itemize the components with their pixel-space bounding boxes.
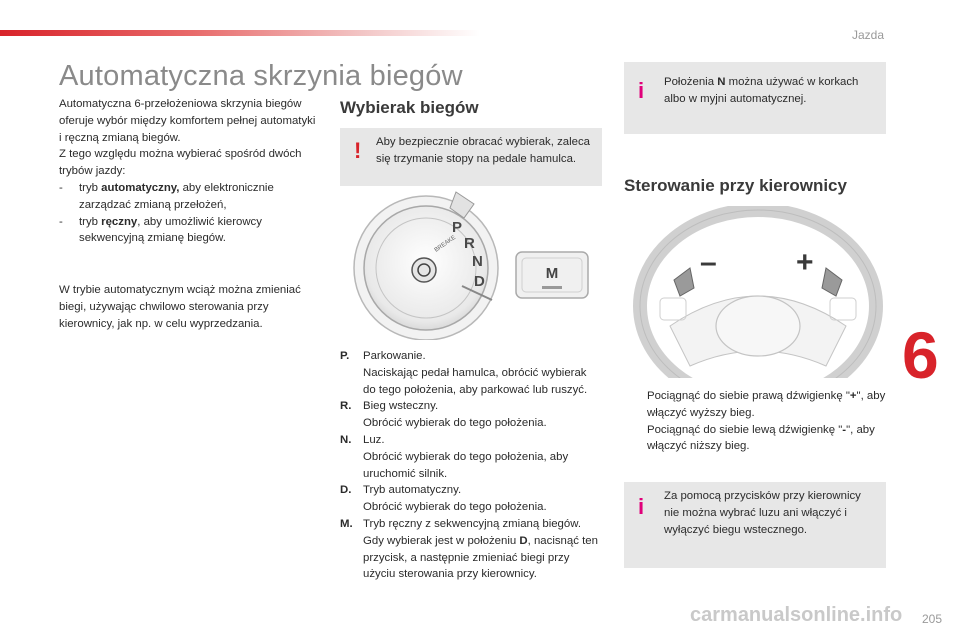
plus-paddle-label: +: [796, 246, 814, 279]
minus-paddle-label: –: [700, 246, 717, 279]
list-item: Pociągnąć do siebie lewą dźwigienkę "-", aby włączyć niższy bieg.: [624, 422, 886, 456]
chapter-number: 6: [902, 318, 939, 392]
mode-item-manual: - tryb ręczny, aby umożliwić kierowcy sekwencyjną zmianę biegów.: [59, 215, 262, 245]
bullet-icon: [340, 449, 363, 483]
selector-positions-list: [340, 348, 602, 583]
position-n: N. Luz.: [340, 433, 385, 446]
list-item: Obrócić wybierak do tego położenia, aby uruchomić silnik.: [340, 449, 602, 483]
bullet-icon: [340, 533, 363, 583]
chapter-title: Jazda: [851, 28, 884, 42]
list-item: Pociągnąć do siebie prawą dźwigienkę "+", aby włączyć wyższy bieg.: [624, 388, 886, 422]
info-icon: i: [638, 78, 645, 103]
steering-heading: Sterowanie przy kierownicy: [624, 176, 847, 195]
dial-letter-n: N: [472, 253, 483, 270]
info-icon: i: [638, 494, 645, 519]
bullet-icon: [624, 388, 647, 422]
brake-pedal-icon: [412, 258, 436, 282]
steering-instructions: [624, 388, 886, 455]
watermark: carmanualsonline.info: [690, 604, 903, 626]
bullet-icon: [624, 422, 647, 456]
bullet-icon: [340, 499, 363, 516]
page-title: Automatyczna skrzynia biegów: [59, 60, 463, 92]
bullet-icon: [340, 415, 363, 432]
position-r: R. Bieg wsteczny.: [340, 400, 439, 413]
dial-letter-d: D: [474, 273, 485, 290]
list-item: Obrócić wybierak do tego położenia.: [340, 415, 602, 432]
warning-note: ! Aby bezpiecznie obracać wybierak, zaleca się trzymanie stopy na pedale hamulca.: [340, 128, 602, 186]
left-paddle-icon: [674, 268, 694, 296]
header-accent-bar: [0, 30, 480, 36]
dial-letter-r: R: [464, 235, 475, 252]
warning-icon: !: [354, 138, 362, 163]
page-number: 205: [921, 612, 942, 626]
position-p: P. Parkowanie.: [340, 350, 426, 362]
gear-selector-illustration: [352, 182, 608, 340]
list-item: Naciskając pedał hamulca, obrócić wybierak do tego położenia, aby parkować lub ruszyć.: [340, 365, 602, 399]
intro-paragraph-1: Automatyczna 6-przełożeniowa skrzynia biegów oferuje wybór między komfortem pełnej automatyki i ręczną zmianą biegów.: [59, 98, 316, 144]
right-paddle-icon: [822, 268, 842, 296]
selector-heading: Wybierak biegów: [340, 98, 479, 117]
list-item: Obrócić wybierak do tego położenia.: [340, 499, 602, 516]
info-note-bottom: i Za pomocą przycisków przy kierownicy nie można wybrać luzu ani włączyć i wyłączyć biegu wstecznego.: [624, 482, 886, 568]
position-d: D. Tryb automatyczny.: [340, 484, 462, 497]
intro-text: [59, 96, 321, 333]
intro-paragraph-3: W trybie automatycznym wciąż można zmieniać biegi, używając chwilowo sterowania przy kierownicy, jak np. w celu wyprzedzania.: [59, 284, 301, 330]
m-button-label: M: [545, 265, 559, 282]
position-m: M. Tryb ręczny z sekwencyjną zmianą biegów.: [340, 517, 581, 530]
bullet-icon: [340, 365, 363, 399]
steering-wheel-illustration: [630, 206, 886, 378]
dial-letter-p: P: [452, 219, 463, 236]
intro-paragraph-2: Z tego względu można wybierać spośród dwóch trybów jazdy:: [59, 148, 302, 178]
dial-small-label: BREAKE: [433, 234, 458, 254]
info-note-top: i Położenia N można używać w korkach albo w myjni automatycznej.: [624, 62, 886, 134]
list-item: Gdy wybierak jest w położeniu D, nacisnąć ten przycisk, a następnie zmieniać biegi przy użyciu sterowania przy kierownicy.: [340, 533, 602, 583]
mode-item-automatic: - tryb automatyczny, aby elektronicznie zarządzać zmianą przełożeń,: [59, 181, 274, 211]
